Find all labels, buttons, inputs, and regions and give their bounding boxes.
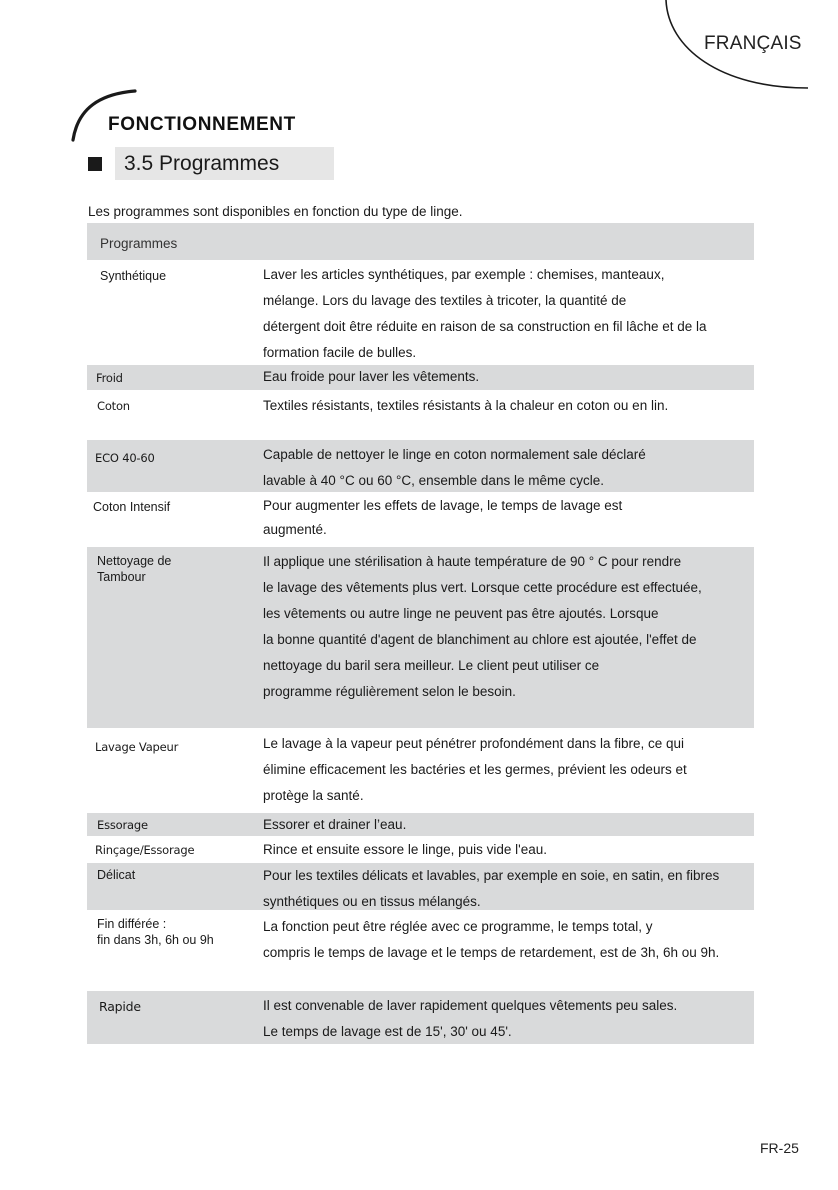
program-label: Coton Intensif bbox=[93, 500, 171, 514]
table-row bbox=[87, 910, 754, 991]
table-row bbox=[87, 991, 754, 1044]
table-header-label: Programmes bbox=[100, 236, 178, 251]
program-label: Coton bbox=[97, 399, 130, 413]
table-row bbox=[87, 492, 754, 547]
program-description: Pour les textiles délicats et lavables, par exemple en soie, en satin, en fibres synthétiques ou en tissus mélangés. bbox=[263, 868, 720, 909]
table-row bbox=[87, 365, 754, 390]
program-description: Il applique une stérilisation à haute température de 90 ° C pour rendre le lavage des vêtements plus vert. Lorsque cette procédure est effectuée, les vêtements ou autre linge ne peuvent pas être ajoutés. Lorsque la bonne quantité d'agent de blanchiment au chlore est ajoutée, l'effet de nettoyage du baril sera meilleur. Le client peut utiliser ce programme régulièrement selon le besoin. bbox=[263, 554, 702, 699]
program-label: Froid bbox=[96, 371, 123, 385]
program-description: Pour augmenter les effets de lavage, le temps de lavage est augmenté. bbox=[263, 498, 623, 537]
program-description: Textiles résistants, textiles résistants à la chaleur en coton ou en lin. bbox=[263, 398, 669, 413]
intro-text: Les programmes sont disponibles en fonction du type de linge. bbox=[88, 204, 463, 219]
program-description: La fonction peut être réglée avec ce programme, le temps total, y compris le temps de lavage et le temps de retardement, est de 3h, 6h ou 9h. bbox=[263, 919, 720, 960]
table-row bbox=[87, 728, 754, 813]
table-row bbox=[87, 260, 754, 365]
table-header-row bbox=[87, 223, 754, 260]
program-description: Laver les articles synthétiques, par exemple : chemises, manteaux, mélange. Lors du lavage des textiles à tricoter, la quantité de détergent doit être réduite en raison de sa construction en fil lâche et de la formation facile de bulles. bbox=[263, 267, 707, 360]
program-description: Capable de nettoyer le linge en coton normalement sale déclaré lavable à 40 °C ou 60 °C, ensemble dans le même cycle. bbox=[263, 447, 646, 488]
subsection-title: 3.5 Programmes bbox=[124, 152, 280, 175]
program-description: Essorer et drainer l’eau. bbox=[263, 817, 407, 832]
program-label: Rapide bbox=[99, 999, 141, 1014]
program-description: Il est convenable de laver rapidement quelques vêtements peu sales. Le temps de lavage est de 15', 30' ou 45'. bbox=[263, 998, 678, 1039]
table-row bbox=[87, 863, 754, 910]
square-bullet-icon bbox=[88, 157, 102, 171]
table-row bbox=[87, 390, 754, 440]
program-label: Délicat bbox=[97, 868, 136, 882]
page-number: FR-25 bbox=[760, 1140, 799, 1156]
program-label: Synthétique bbox=[100, 269, 167, 283]
program-label: Lavage Vapeur bbox=[95, 740, 179, 754]
program-label: ECO 40-60 bbox=[95, 451, 155, 465]
program-description: Rince et ensuite essore le linge, puis vide l'eau. bbox=[263, 842, 547, 857]
program-label: Nettoyage de Tambour bbox=[97, 554, 172, 584]
table-row bbox=[87, 547, 754, 728]
program-description: Le lavage à la vapeur peut pénétrer profondément dans la fibre, ce qui élimine efficacement les bactéries et les germes, prévient les odeurs et protège la santé. bbox=[263, 736, 687, 803]
table-row bbox=[87, 440, 754, 492]
language-label: FRANÇAIS bbox=[704, 33, 802, 54]
program-description: Eau froide pour laver les vêtements. bbox=[263, 369, 480, 384]
section-title: FONCTIONNEMENT bbox=[108, 114, 296, 135]
table-row bbox=[87, 836, 754, 863]
program-label: Fin différée : fin dans 3h, 6h ou 9h bbox=[97, 917, 214, 947]
program-label: Essorage bbox=[97, 818, 148, 832]
table-row bbox=[87, 813, 754, 836]
program-label: Rinçage/Essorage bbox=[95, 843, 195, 857]
